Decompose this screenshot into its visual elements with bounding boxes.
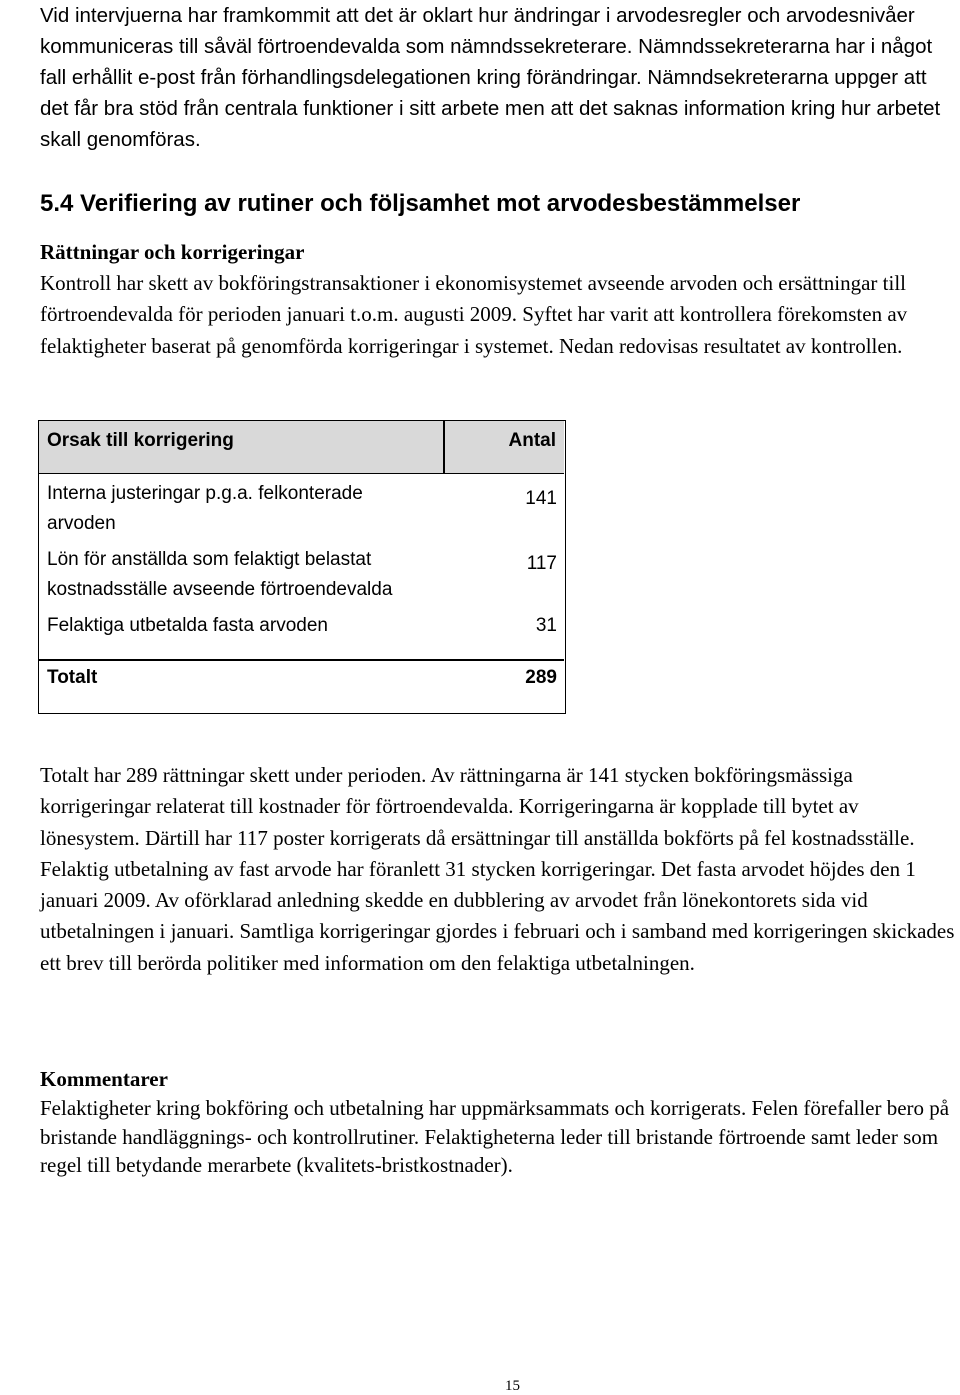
control-paragraph: Kontroll har skett av bokföringstransaktioner i ekonomisystemet avseende arvoden och ersättningar till förtroendevalda för perioden januari t.o.m. augusti 2009. Syftet har varit att kontrollera förekomsten av felaktigheter baserat på genomförda korrigeringar i systemet. Nedan redovisas resultatet av kontrollen. <box>40 271 908 358</box>
row-cause: Lön för anställda som felaktigt belastat kostnadsställe avseende förtroendevalda <box>47 549 393 600</box>
row-count: 31 <box>535 615 557 636</box>
comments-paragraph: Felaktigheter kring bokföring och utbetalning har uppmärksammats och korrigerats. Felen förefaller bero på bristande handläggnings- och kontrollrutiner. Felaktigheterna leder till bristande förtroende samt leder som regel till betydande merarbete (kvalitets-bristkostnader). <box>40 1096 950 1177</box>
section-heading: 5.4 Verifiering av rutiner och följsamhet mot arvodesbestämmelser <box>40 190 801 217</box>
row-cause: Felaktiga utbetalda fasta arvoden <box>47 615 328 636</box>
subheading-corrections: Rättningar och korrigeringar <box>40 240 305 264</box>
intro-paragraph: Vid intervjuerna har framkommit att det är oklart hur ändringar i arvodesregler och arvodesnivåer kommuniceras till såväl förtroendevalda som nämndssekreterare. Nämndssekreterarna har i något fall erhållit e-post från förhandlingsdelegationen kring förändringar. Nämndsekreterarna uppger att det får bra stöd från centrala funktioner i sitt arbete men att det saknas information kring hur arbetet skall genomföras. <box>40 4 941 151</box>
table-header-row <box>39 421 564 474</box>
page-number: 15 <box>505 1378 520 1394</box>
subheading-comments: Kommentarer <box>40 1067 168 1091</box>
row-count: 117 <box>526 553 557 574</box>
total-count: 289 <box>525 667 557 688</box>
row-cause: Interna justeringar p.g.a. felkonterade arvoden <box>47 483 363 534</box>
total-label: Totalt <box>47 667 98 688</box>
header-divider <box>443 421 445 473</box>
results-paragraph: Totalt har 289 rättningar skett under perioden. Av rättningarna är 141 stycken bokföringsmässiga korrigeringar relaterat till kostnader för förtroendevalda. Korrigeringarna är kopplade till bytet av lönesystem. Därtill har 117 poster korrigerats då ersättningar till anställda bokförts på fel kostnadsställe. Felaktig utbetalning av fast arvode har föranlett 31 stycken korrigeringar. Det fasta arvodet höjdes den 1 januari 2009. Av oförklarad anledning skedde en dubblering av arvodet från lönekontorets sida vid utbetalningen i januari. Samtliga korrigeringar gjordes i februari och i samband med korrigeringen skickades ett brev till berörda politiker med information om den felaktiga utbetalningen. <box>40 763 955 975</box>
row-count: 141 <box>525 488 557 509</box>
total-divider <box>39 659 564 661</box>
header-count: Antal <box>508 430 556 451</box>
corrections-table <box>38 420 566 714</box>
header-cause: Orsak till korrigering <box>47 430 234 451</box>
